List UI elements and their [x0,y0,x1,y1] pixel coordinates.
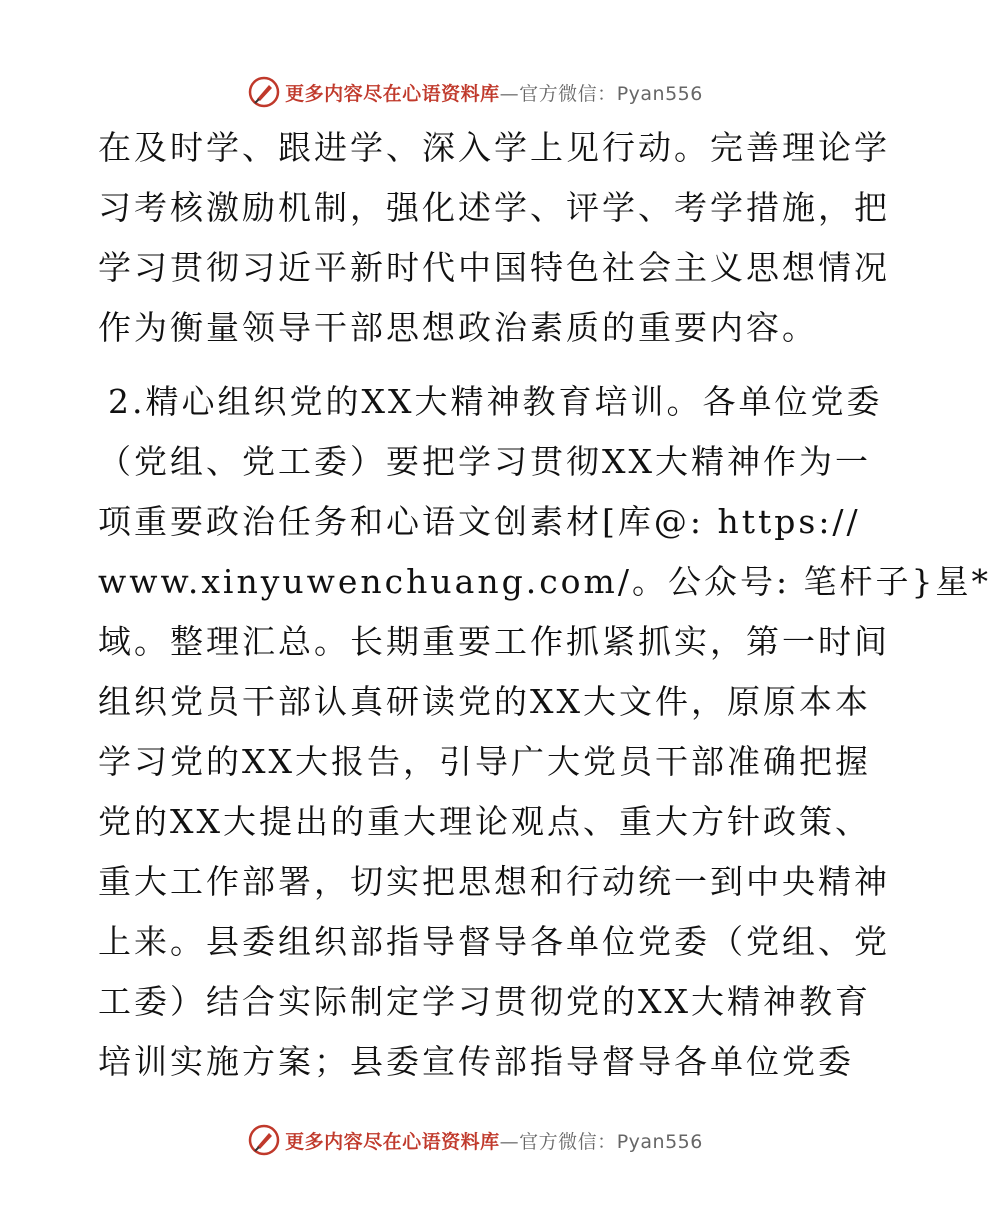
footer-banner [0,1120,950,1160]
text-line: 组织党员干部认真研读党的XX大文件，原原本本 [98,682,871,721]
footer-brand: 更多内容尽在心语资料库 [285,1130,500,1153]
text-line: 上来。县委组织部指导督导各单位党委（党组、党 [98,922,890,961]
footer-contact-label: 官方微信： [519,1130,617,1153]
header-banner-text [285,79,703,106]
paragraph-1 [98,118,890,358]
header-brand: 更多内容尽在心语资料库 [285,82,500,105]
quill-logo-icon [247,1123,281,1157]
text-line: 域。整理汇总。长期重要工作抓紧抓实，第一时间 [98,622,890,661]
text-line: 重大工作部署，切实把思想和行动统一到中央精神 [98,862,890,901]
text-line: 党的XX大提出的重大理论观点、重大方针政策、 [98,802,871,841]
header-contact-label: 官方微信： [519,82,617,105]
text-line: 项重要政治任务和心语文创素材[库@: https:// [98,502,861,541]
text-line: 学习贯彻习近平新时代中国特色社会主义思想情况 [98,248,890,287]
header-banner [0,72,950,112]
paragraph-gap [98,358,858,372]
text-line: 培训实施方案；县委宣传部指导督导各单位党委 [98,1042,854,1081]
header-contact-value: Pyan556 [616,82,703,105]
footer-dash: — [499,1130,520,1153]
paragraph-2 [98,372,991,1092]
quill-logo-icon [247,75,281,109]
text-line: 在及时学、跟进学、深入学上见行动。完善理论学 [98,128,890,167]
footer-contact-value: Pyan556 [616,1130,703,1153]
header-dash: — [499,82,520,105]
text-line: 习考核激励机制，强化述学、评学、考学措施，把 [98,188,890,227]
text-line: 作为衡量领导干部思想政治素质的重要内容。 [98,308,818,347]
text-line: www.xinyuwenchuang.com/。公众号: 笔杆子}星* [98,562,991,601]
text-line: （党组、党工委）要把学习贯彻XX大精神作为一 [98,442,871,481]
text-line: 2.精心组织党的XX大精神教育培训。各单位党委 [108,382,883,421]
footer-banner-text [285,1127,703,1154]
text-line: 工委）结合实际制定学习贯彻党的XX大精神教育 [98,982,871,1021]
document-body [98,118,991,1092]
text-line: 学习党的XX大报告，引导广大党员干部准确把握 [98,742,871,781]
